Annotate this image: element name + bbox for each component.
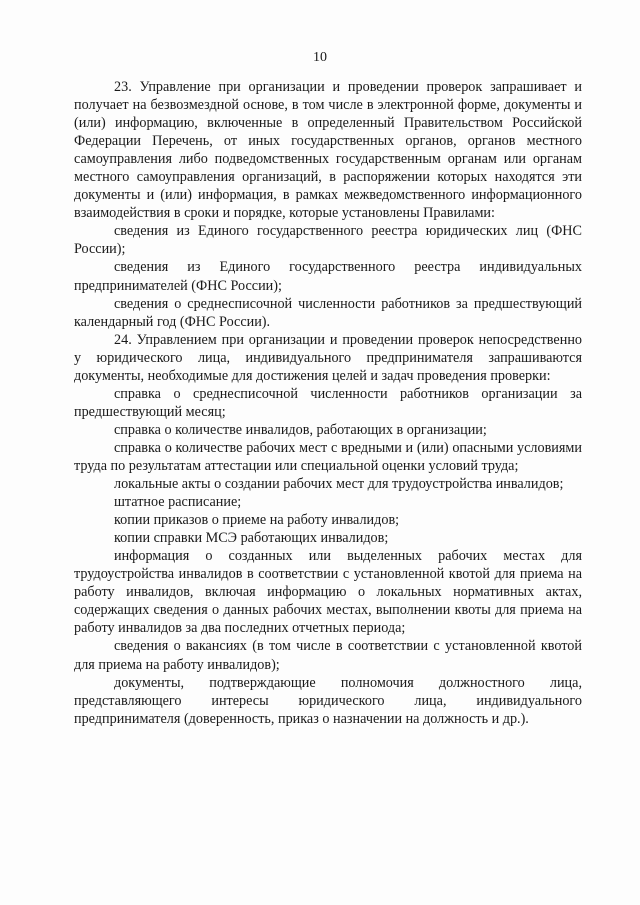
list-item-hazardous-workplaces: справка о количестве рабочих мест с вредными и (или) опасными условиями труда по результатам аттестации или специальной оценки условий труда; xyxy=(74,439,582,474)
list-item-disabled-count: справка о количестве инвалидов, работающих в организации; xyxy=(114,421,487,438)
list-item-hiring-orders: копии приказов о приеме на работу инвалидов; xyxy=(114,512,400,529)
list-item-authority-documents: документы, подтверждающие полномочия должностного лица, представляющего интересы юридического лица, индивидуального предпринимателя (доверенность, приказ о назначении на должность и др.). xyxy=(74,674,582,727)
page-number: 10 xyxy=(313,50,327,65)
list-item-vacancies: сведения о вакансиях (в том числе в соответствии с установленной квотой для приема на работу инвалидов); xyxy=(74,638,582,673)
list-item-mse-certificates: копии справки МСЭ работающих инвалидов; xyxy=(114,530,389,547)
list-item-headcount-month: справка о среднесписочной численности работников организации за предшествующий месяц; xyxy=(74,385,582,420)
paragraph-23-intro: 23. Управление при организации и проведении проверок запрашивает и получает на безвозмездной основе, в том числе в электронной форме, документы и (или) информацию, включенные в определенный Правительством Российской Федерации Перечень, от иных государственных органов, органов местного самоуправления либо подведомственных государственным органам или органам местного самоуправления организаций, в распоряжении которых находятся эти документы и (или) информация, в рамках межведомственного информационного взаимодействия в сроки и порядке, которые установлены Правилами: xyxy=(74,79,582,222)
list-item-local-acts: локальные акты о создании рабочих мест для трудоустройства инвалидов; xyxy=(114,476,564,493)
list-item-egrip: сведения из Единого государственного реестра индивидуальных предпринимателей (ФНС России); xyxy=(74,259,582,294)
list-item-egrul: сведения из Единого государственного реестра юридических лиц (ФНС России); xyxy=(74,223,582,258)
document-body xyxy=(74,78,582,728)
list-item-quota-workplaces: информация о созданных или выделенных рабочих местах для трудоустройства инвалидов в соответствии с установленной квотой для приема на работу инвалидов, включая информацию о локальных нормативных актах, содержащих сведения о данных рабочих местах, выполнении квоты для приема на работу инвалидов за два последних отчетных периода; xyxy=(74,548,582,637)
list-item-headcount-fns: сведения о среднесписочной численности работников за предшествующий календарный год (ФНС России). xyxy=(74,295,582,330)
list-item-staff-schedule: штатное расписание; xyxy=(114,494,242,511)
paragraph-24-intro: 24. Управлением при организации и проведении проверок непосредственно у юридического лица, индивидуального предпринимателя запрашиваются документы, необходимые для достижения целей и задач проведения проверки: xyxy=(74,331,582,384)
